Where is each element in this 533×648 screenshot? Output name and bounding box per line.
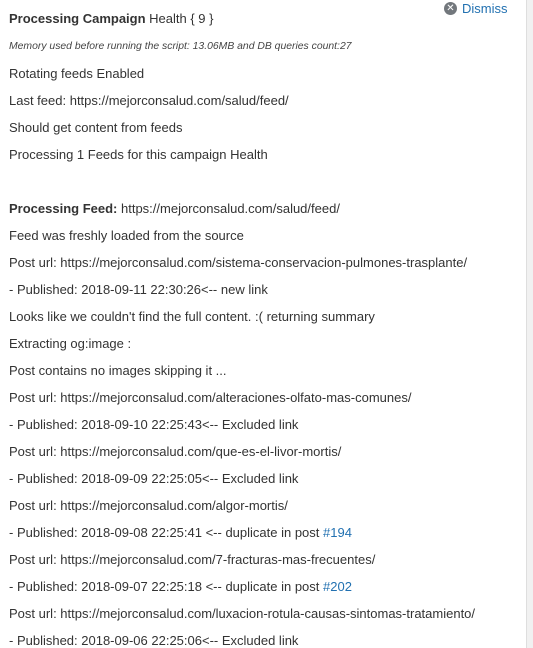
log-line: Post url: https://mejorconsalud.com/sistema-conservacion-pulmones-trasplante/: [9, 255, 468, 270]
duplicate-text: - Published: 2018-09-07 22:25:18 <-- duplicate in post: [9, 579, 324, 594]
dismiss-button[interactable]: [444, 1, 508, 16]
feed-header: [9, 201, 340, 217]
post-link-194[interactable]: #194: [323, 525, 352, 540]
memory-note: Memory used before running the script: 13.06MB and DB queries count:27: [9, 41, 352, 52]
log-line-duplicate: [9, 579, 352, 595]
log-line: Extracting og:image :: [9, 336, 132, 351]
dismiss-label: Dismiss: [462, 1, 508, 16]
campaign-header: [9, 11, 214, 27]
post-link-202[interactable]: #202: [323, 579, 352, 594]
campaign-header-label: Processing Campaign: [9, 11, 146, 26]
log-line: Post url: https://mejorconsalud.com/algor-mortis/: [9, 498, 288, 513]
log-line: Post url: https://mejorconsalud.com/luxacion-rotula-causas-sintomas-tratamiento/: [9, 606, 476, 621]
log-line: Last feed: https://mejorconsalud.com/salud/feed/: [9, 93, 289, 108]
log-line: Processing 1 Feeds for this campaign Health: [9, 147, 268, 162]
log-line: Feed was freshly loaded from the source: [9, 228, 244, 243]
log-line: Should get content from feeds: [9, 120, 183, 135]
log-line-duplicate: [9, 525, 352, 541]
log-line: Post url: https://mejorconsalud.com/7-fracturas-mas-frecuentes/: [9, 552, 376, 567]
log-line: Post url: https://mejorconsalud.com/que-es-el-livor-mortis/: [9, 444, 342, 459]
log-line: - Published: 2018-09-09 22:25:05<-- Excluded link: [9, 471, 299, 486]
log-line: - Published: 2018-09-06 22:25:06<-- Excluded link: [9, 633, 299, 648]
log-line: Rotating feeds Enabled: [9, 66, 145, 81]
log-line: Post url: https://mejorconsalud.com/alteraciones-olfato-mas-comunes/: [9, 390, 412, 405]
log-line: - Published: 2018-09-10 22:25:43<-- Excluded link: [9, 417, 299, 432]
duplicate-text: - Published: 2018-09-08 22:25:41 <-- duplicate in post: [9, 525, 324, 540]
log-line: Post contains no images skipping it ...: [9, 363, 227, 378]
scroll-gutter: [527, 0, 533, 648]
close-circle-icon: ✕: [444, 2, 457, 15]
log-line: Looks like we couldn't find the full content. :( returning summary: [9, 309, 375, 324]
campaign-header-name: Health { 9 }: [145, 11, 214, 26]
feed-url: https://mejorconsalud.com/salud/feed/: [117, 201, 340, 216]
log-line: - Published: 2018-09-11 22:30:26<-- new link: [9, 282, 268, 297]
feed-header-label: Processing Feed:: [9, 201, 118, 216]
